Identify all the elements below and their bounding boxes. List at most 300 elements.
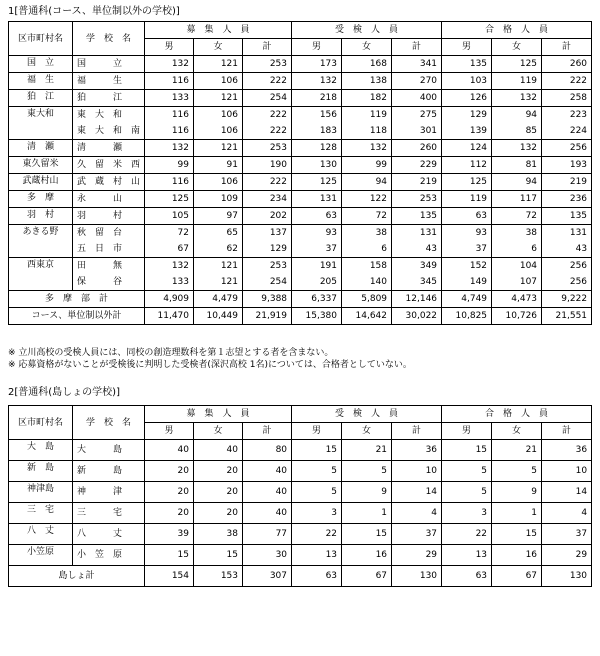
value-cell: 224	[542, 123, 592, 140]
total-row-label: 島しょ計	[9, 566, 145, 587]
value-cell: 4,473	[492, 291, 542, 308]
col-passed-header: 合 格 人 員	[442, 406, 592, 423]
value-cell: 182	[342, 90, 392, 107]
value-cell: 173	[292, 56, 342, 73]
value-cell: 21	[342, 440, 392, 461]
total-row-label: コース、単位制以外計	[9, 308, 145, 325]
value-cell: 4	[542, 503, 592, 524]
table-row	[9, 545, 592, 566]
school-cell: 田 無	[73, 258, 145, 275]
value-cell: 103	[442, 73, 492, 90]
value-cell: 94	[492, 174, 542, 191]
value-cell: 21	[492, 440, 542, 461]
value-cell: 9,222	[542, 291, 592, 308]
table-section1	[8, 21, 592, 325]
value-cell: 15	[145, 545, 194, 566]
value-cell: 219	[392, 174, 442, 191]
value-cell: 77	[243, 524, 292, 545]
total-row	[9, 308, 592, 325]
value-cell: 15	[442, 440, 492, 461]
value-cell: 125	[145, 191, 194, 208]
value-cell: 9	[492, 482, 542, 503]
value-cell: 20	[194, 482, 243, 503]
value-cell: 14	[542, 482, 592, 503]
value-cell: 15	[492, 524, 542, 545]
value-cell: 85	[492, 123, 542, 140]
col-male: 男	[145, 39, 194, 56]
district-cell: 福 生	[9, 73, 73, 90]
value-cell: 345	[392, 274, 442, 291]
table-row	[9, 225, 592, 242]
value-cell: 119	[492, 73, 542, 90]
col-female: 女	[194, 423, 243, 440]
district-cell: 西東京	[9, 258, 73, 291]
value-cell: 38	[342, 225, 392, 242]
value-cell: 72	[145, 225, 194, 242]
col-male: 男	[292, 423, 342, 440]
col-district-header: 区市町村名	[9, 406, 73, 440]
district-cell: 東久留米	[9, 157, 73, 174]
subtotal-row	[9, 291, 592, 308]
value-cell: 222	[243, 73, 292, 90]
table-row	[9, 241, 592, 258]
value-cell: 112	[442, 157, 492, 174]
value-cell: 236	[542, 191, 592, 208]
value-cell: 258	[542, 90, 592, 107]
value-cell: 37	[292, 241, 342, 258]
school-cell: 秋 留 台	[73, 225, 145, 242]
value-cell: 39	[145, 524, 194, 545]
district-cell: 羽 村	[9, 208, 73, 225]
value-cell: 21,919	[243, 308, 292, 325]
value-cell: 62	[194, 241, 243, 258]
value-cell: 16	[342, 545, 392, 566]
value-cell: 105	[145, 208, 194, 225]
value-cell: 20	[145, 461, 194, 482]
value-cell: 121	[194, 274, 243, 291]
value-cell: 1	[492, 503, 542, 524]
value-cell: 400	[392, 90, 442, 107]
col-female: 女	[342, 423, 392, 440]
value-cell: 116	[145, 73, 194, 90]
district-cell: 新 島	[9, 461, 73, 482]
value-cell: 132	[145, 258, 194, 275]
district-cell: あきる野	[9, 225, 73, 258]
value-cell: 256	[542, 258, 592, 275]
value-cell: 40	[145, 440, 194, 461]
value-cell: 132	[145, 56, 194, 73]
value-cell: 139	[442, 123, 492, 140]
table-row	[9, 208, 592, 225]
table-row	[9, 258, 592, 275]
value-cell: 234	[243, 191, 292, 208]
value-cell: 67	[145, 241, 194, 258]
value-cell: 10	[542, 461, 592, 482]
value-cell: 116	[145, 123, 194, 140]
school-cell: 大 島	[73, 440, 145, 461]
value-cell: 9	[342, 482, 392, 503]
value-cell: 40	[243, 461, 292, 482]
col-total: 計	[392, 423, 442, 440]
value-cell: 1	[342, 503, 392, 524]
value-cell: 137	[243, 225, 292, 242]
value-cell: 152	[442, 258, 492, 275]
district-cell: 東大和	[9, 107, 73, 140]
district-cell: 武蔵村山	[9, 174, 73, 191]
value-cell: 13	[292, 545, 342, 566]
value-cell: 301	[392, 123, 442, 140]
value-cell: 37	[442, 241, 492, 258]
value-cell: 4	[392, 503, 442, 524]
value-cell: 5	[492, 461, 542, 482]
value-cell: 253	[392, 191, 442, 208]
value-cell: 222	[243, 174, 292, 191]
value-cell: 91	[194, 157, 243, 174]
table-row	[9, 73, 592, 90]
value-cell: 37	[392, 524, 442, 545]
col-school-header: 学 校 名	[73, 406, 145, 440]
district-cell: 狛 江	[9, 90, 73, 107]
value-cell: 260	[392, 140, 442, 157]
value-cell: 156	[292, 107, 342, 124]
value-cell: 15	[292, 440, 342, 461]
value-cell: 149	[442, 274, 492, 291]
value-cell: 116	[145, 174, 194, 191]
value-cell: 253	[243, 258, 292, 275]
value-cell: 14	[392, 482, 442, 503]
col-female: 女	[492, 39, 542, 56]
section1-title: 1[普通科(コース、単位制以外の学校)]	[8, 6, 180, 17]
value-cell: 253	[243, 56, 292, 73]
value-cell: 16	[492, 545, 542, 566]
table-row	[9, 157, 592, 174]
value-cell: 63	[292, 566, 342, 587]
value-cell: 118	[342, 123, 392, 140]
value-cell: 132	[292, 73, 342, 90]
value-cell: 106	[194, 107, 243, 124]
value-cell: 140	[342, 274, 392, 291]
district-cell: 多 摩	[9, 191, 73, 208]
table-header-row	[9, 406, 592, 423]
col-district-header: 区市町村名	[9, 22, 73, 56]
school-cell: 三 宅	[73, 503, 145, 524]
value-cell: 153	[194, 566, 243, 587]
value-cell: 21,551	[542, 308, 592, 325]
value-cell: 138	[342, 73, 392, 90]
value-cell: 43	[542, 241, 592, 258]
district-cell: 神津島	[9, 482, 73, 503]
table-row	[9, 503, 592, 524]
value-cell: 128	[292, 140, 342, 157]
school-cell: 八 丈	[73, 524, 145, 545]
value-cell: 132	[342, 140, 392, 157]
value-cell: 222	[243, 123, 292, 140]
value-cell: 202	[243, 208, 292, 225]
value-cell: 97	[194, 208, 243, 225]
value-cell: 15	[342, 524, 392, 545]
value-cell: 106	[194, 174, 243, 191]
value-cell: 6	[342, 241, 392, 258]
school-cell: 小 笠 原	[73, 545, 145, 566]
value-cell: 36	[542, 440, 592, 461]
value-cell: 5	[342, 461, 392, 482]
col-school-header: 学 校 名	[73, 22, 145, 56]
value-cell: 72	[492, 208, 542, 225]
value-cell: 130	[542, 566, 592, 587]
district-cell: 三 宅	[9, 503, 73, 524]
value-cell: 40	[243, 503, 292, 524]
value-cell: 106	[194, 123, 243, 140]
col-male: 男	[442, 39, 492, 56]
value-cell: 132	[492, 90, 542, 107]
table-header-row	[9, 22, 592, 39]
district-cell: 国 立	[9, 56, 73, 73]
school-cell: 狛 江	[73, 90, 145, 107]
value-cell: 10,825	[442, 308, 492, 325]
value-cell: 36	[392, 440, 442, 461]
value-cell: 229	[392, 157, 442, 174]
value-cell: 129	[442, 107, 492, 124]
district-cell: 大 島	[9, 440, 73, 461]
col-total: 計	[243, 423, 292, 440]
value-cell: 99	[342, 157, 392, 174]
school-cell: 武 蔵 村 山	[73, 174, 145, 191]
note-1: ※ 立川高校の受検人員には、同校の創造理数科を第１志望とする者を含まない。	[8, 348, 334, 358]
value-cell: 205	[292, 274, 342, 291]
value-cell: 129	[243, 241, 292, 258]
value-cell: 10,726	[492, 308, 542, 325]
col-applicants-header: 受 検 人 員	[292, 22, 442, 39]
value-cell: 20	[194, 503, 243, 524]
col-male: 男	[442, 423, 492, 440]
value-cell: 218	[292, 90, 342, 107]
table-row	[9, 56, 592, 73]
value-cell: 158	[342, 258, 392, 275]
value-cell: 12,146	[392, 291, 442, 308]
table-row	[9, 461, 592, 482]
value-cell: 9,388	[243, 291, 292, 308]
value-cell: 135	[442, 56, 492, 73]
value-cell: 154	[145, 566, 194, 587]
value-cell: 22	[442, 524, 492, 545]
value-cell: 131	[392, 225, 442, 242]
value-cell: 3	[442, 503, 492, 524]
value-cell: 72	[342, 208, 392, 225]
value-cell: 6	[492, 241, 542, 258]
value-cell: 94	[492, 107, 542, 124]
school-cell: 保 谷	[73, 274, 145, 291]
school-cell: 永 山	[73, 191, 145, 208]
value-cell: 30,022	[392, 308, 442, 325]
col-total: 計	[542, 423, 592, 440]
value-cell: 307	[243, 566, 292, 587]
col-total: 計	[243, 39, 292, 56]
value-cell: 63	[442, 208, 492, 225]
value-cell: 4,479	[194, 291, 243, 308]
value-cell: 116	[145, 107, 194, 124]
col-female: 女	[342, 39, 392, 56]
col-recruit-header: 募 集 人 員	[145, 22, 292, 39]
value-cell: 5	[442, 482, 492, 503]
value-cell: 254	[243, 274, 292, 291]
table-row	[9, 123, 592, 140]
table-row	[9, 90, 592, 107]
value-cell: 14,642	[342, 308, 392, 325]
value-cell: 109	[194, 191, 243, 208]
value-cell: 121	[194, 140, 243, 157]
value-cell: 119	[342, 107, 392, 124]
value-cell: 132	[145, 140, 194, 157]
value-cell: 124	[442, 140, 492, 157]
subtotal-row-label: 多 摩 部 計	[9, 291, 145, 308]
value-cell: 3	[292, 503, 342, 524]
value-cell: 20	[145, 503, 194, 524]
school-cell: 五 日 市	[73, 241, 145, 258]
value-cell: 20	[194, 461, 243, 482]
value-cell: 13	[442, 545, 492, 566]
value-cell: 254	[243, 90, 292, 107]
table-section2	[8, 405, 592, 587]
value-cell: 132	[492, 140, 542, 157]
value-cell: 10,449	[194, 308, 243, 325]
value-cell: 81	[492, 157, 542, 174]
value-cell: 99	[145, 157, 194, 174]
table-row	[9, 524, 592, 545]
value-cell: 104	[492, 258, 542, 275]
value-cell: 15,380	[292, 308, 342, 325]
table-row	[9, 174, 592, 191]
district-cell: 小笠原	[9, 545, 73, 566]
col-passed-header: 合 格 人 員	[442, 22, 592, 39]
value-cell: 133	[145, 274, 194, 291]
value-cell: 63	[292, 208, 342, 225]
col-male: 男	[145, 423, 194, 440]
value-cell: 6,337	[292, 291, 342, 308]
col-total: 計	[542, 39, 592, 56]
table-row	[9, 107, 592, 124]
value-cell: 15	[194, 545, 243, 566]
value-cell: 63	[442, 566, 492, 587]
value-cell: 107	[492, 274, 542, 291]
value-cell: 4,749	[442, 291, 492, 308]
value-cell: 94	[342, 174, 392, 191]
value-cell: 93	[442, 225, 492, 242]
value-cell: 93	[292, 225, 342, 242]
value-cell: 5	[442, 461, 492, 482]
value-cell: 67	[342, 566, 392, 587]
school-cell: 清 瀬	[73, 140, 145, 157]
value-cell: 30	[243, 545, 292, 566]
note-2: ※ 応募資格がないことが受検後に判明した受検者(深沢高校 1名)については、合格者としていない。	[8, 360, 412, 370]
value-cell: 11,470	[145, 308, 194, 325]
value-cell: 4,909	[145, 291, 194, 308]
value-cell: 270	[392, 73, 442, 90]
value-cell: 135	[392, 208, 442, 225]
school-cell: 神 津	[73, 482, 145, 503]
value-cell: 256	[542, 140, 592, 157]
value-cell: 29	[542, 545, 592, 566]
school-cell: 新 島	[73, 461, 145, 482]
value-cell: 121	[194, 56, 243, 73]
district-cell: 清 瀬	[9, 140, 73, 157]
value-cell: 22	[292, 524, 342, 545]
school-cell: 福 生	[73, 73, 145, 90]
value-cell: 183	[292, 123, 342, 140]
table-row	[9, 140, 592, 157]
value-cell: 5,809	[342, 291, 392, 308]
school-cell: 東 大 和	[73, 107, 145, 124]
value-cell: 222	[243, 107, 292, 124]
value-cell: 130	[392, 566, 442, 587]
school-cell: 国 立	[73, 56, 145, 73]
table-row	[9, 440, 592, 461]
col-total: 計	[392, 39, 442, 56]
value-cell: 133	[145, 90, 194, 107]
value-cell: 260	[542, 56, 592, 73]
table-row	[9, 191, 592, 208]
school-cell: 久 留 米 西	[73, 157, 145, 174]
value-cell: 125	[442, 174, 492, 191]
value-cell: 10	[392, 461, 442, 482]
value-cell: 223	[542, 107, 592, 124]
total-row	[9, 566, 592, 587]
value-cell: 130	[292, 157, 342, 174]
value-cell: 65	[194, 225, 243, 242]
value-cell: 29	[392, 545, 442, 566]
value-cell: 119	[442, 191, 492, 208]
value-cell: 38	[492, 225, 542, 242]
value-cell: 135	[542, 208, 592, 225]
value-cell: 5	[292, 461, 342, 482]
school-cell: 羽 村	[73, 208, 145, 225]
col-male: 男	[292, 39, 342, 56]
section2-title: 2[普通科(島しょの学校)]	[8, 387, 120, 398]
value-cell: 38	[194, 524, 243, 545]
col-female: 女	[194, 39, 243, 56]
value-cell: 253	[243, 140, 292, 157]
value-cell: 341	[392, 56, 442, 73]
table-row	[9, 482, 592, 503]
value-cell: 67	[492, 566, 542, 587]
col-recruit-header: 募 集 人 員	[145, 406, 292, 423]
value-cell: 80	[243, 440, 292, 461]
value-cell: 131	[542, 225, 592, 242]
value-cell: 37	[542, 524, 592, 545]
value-cell: 5	[292, 482, 342, 503]
value-cell: 191	[292, 258, 342, 275]
value-cell: 40	[194, 440, 243, 461]
school-cell: 東 大 和 南	[73, 123, 145, 140]
value-cell: 125	[292, 174, 342, 191]
value-cell: 121	[194, 258, 243, 275]
value-cell: 219	[542, 174, 592, 191]
value-cell: 43	[392, 241, 442, 258]
value-cell: 168	[342, 56, 392, 73]
value-cell: 275	[392, 107, 442, 124]
district-cell: 八 丈	[9, 524, 73, 545]
value-cell: 126	[442, 90, 492, 107]
value-cell: 222	[542, 73, 592, 90]
value-cell: 40	[243, 482, 292, 503]
value-cell: 193	[542, 157, 592, 174]
value-cell: 125	[492, 56, 542, 73]
value-cell: 131	[292, 191, 342, 208]
value-cell: 122	[342, 191, 392, 208]
value-cell: 117	[492, 191, 542, 208]
table-row	[9, 274, 592, 291]
value-cell: 256	[542, 274, 592, 291]
col-applicants-header: 受 検 人 員	[292, 406, 442, 423]
